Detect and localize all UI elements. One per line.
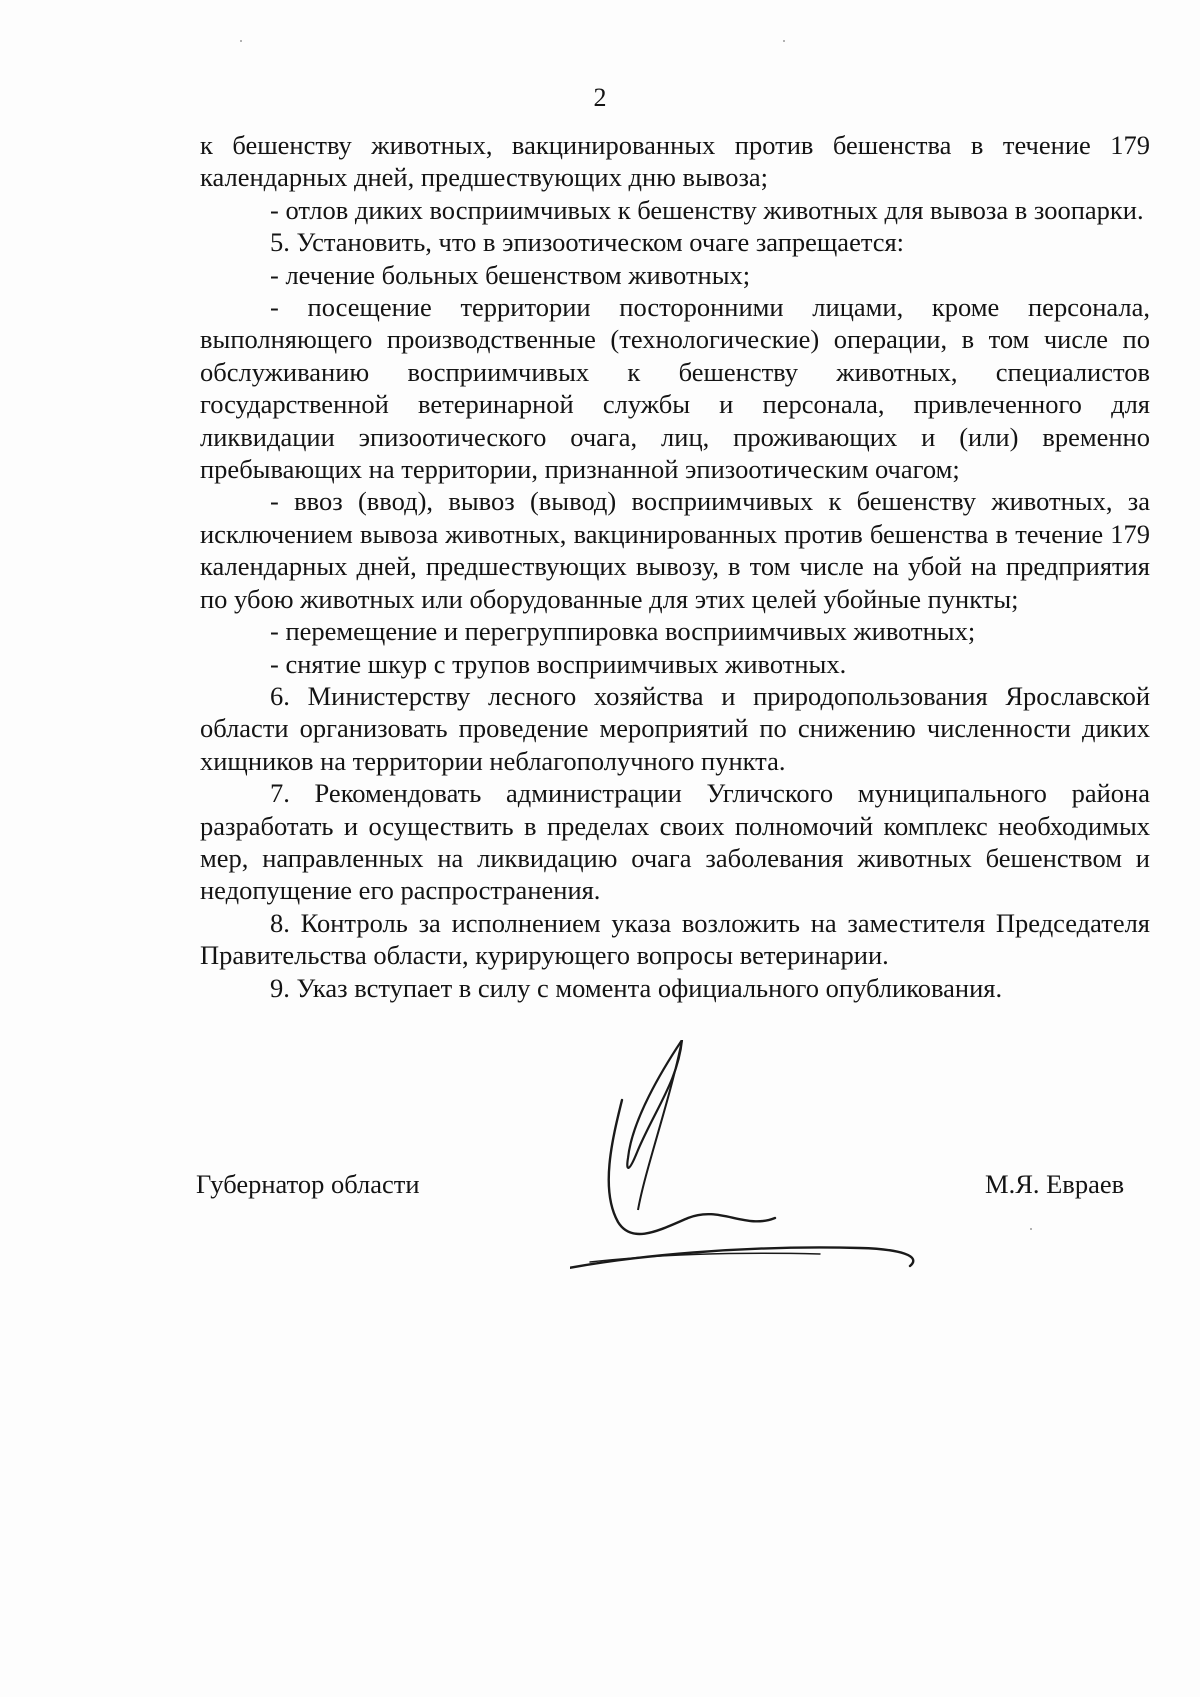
- paragraph: 7. Рекомендовать администрации Угличского муниципального района разработать и осуществить в пределах своих полномочий комплекс необходимых мер, направленных на ликвидацию очага заболевания животных бешенством и недопущение его распространения.: [200, 778, 1150, 906]
- paragraph: к бешенству животных, вакцинированных против бешенства в течение 179 календарных дней, предшествующих дню вывоза;: [200, 130, 1150, 193]
- paragraph: 9. Указ вступает в силу с момента официального опубликования.: [270, 972, 1003, 1003]
- page-number: 2: [593, 83, 607, 112]
- scan-speck: [783, 40, 785, 42]
- signatory-name: М.Я. Евраев: [985, 1169, 1125, 1199]
- paragraph: - ввоз (ввод), вывоз (вывод) восприимчивых к бешенству животных, за исключением вывоза животных, вакцинированных против бешенства в течение 179 календарных дней, предшествующих вывозу, в том числе на убой на предприятия по убою животных или оборудованные для этих целей убойные пункты;: [200, 486, 1150, 614]
- paragraph: - лечение больных бешенством животных;: [270, 259, 751, 290]
- paragraph: - перемещение и перегруппировка восприимчивых животных;: [270, 616, 976, 647]
- scan-speck: [1030, 1228, 1032, 1230]
- document-body: [200, 129, 1150, 1004]
- paragraph: - снятие шкур с трупов восприимчивых животных.: [270, 648, 847, 679]
- paragraph: 8. Контроль за исполнением указа возложить на заместителя Председателя Правительства области, курирующего вопросы ветеринарии.: [200, 907, 1150, 971]
- signatory-position: Губернатор области: [196, 1169, 420, 1199]
- paragraph: 5. Установить, что в эпизоотическом очаге запрещается:: [270, 227, 905, 258]
- paragraph: 6. Министерству лесного хозяйства и природопользования Ярославской области организовать проведение мероприятий по снижению численности диких хищников на территории неблагополучного пункта.: [200, 680, 1150, 776]
- handwritten-signature: [570, 1040, 990, 1300]
- paragraph: - посещение территории посторонними лицами, кроме персонала, выполняющего производственные (технологические) операции, в том числе по обслуживанию восприимчивых к бешенству животных, специалистов государственной ветеринарной службы и персонала, привлеченного для ликвидации эпизоотического очага, лиц, проживающих и (или) временно пребывающих на территории, признанной эпизоотическим очагом;: [200, 292, 1150, 485]
- scan-speck: [240, 40, 242, 42]
- paragraph: - отлов диких восприимчивых к бешенству животных для вывоза в зоопарки.: [270, 194, 1144, 225]
